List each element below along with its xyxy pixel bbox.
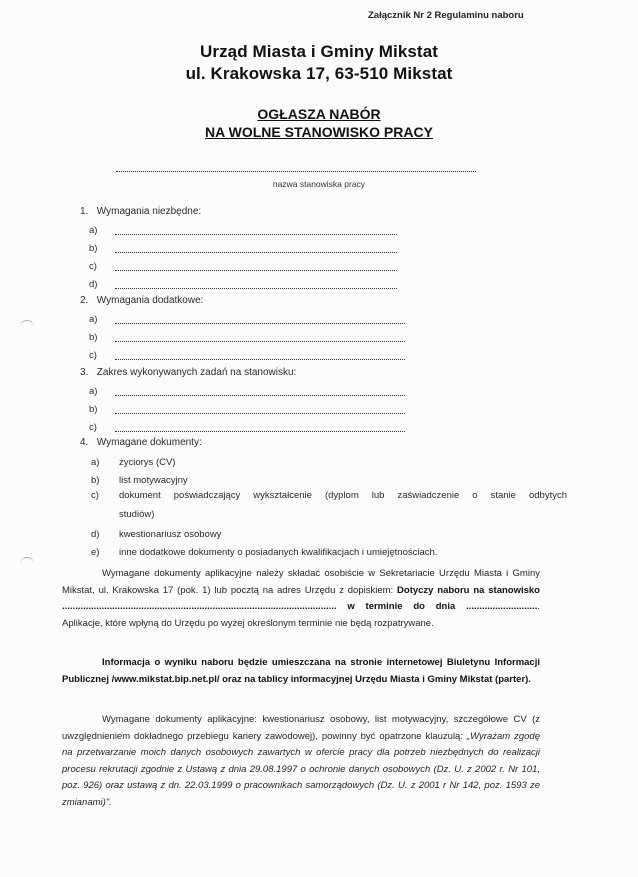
section-3-title: 3. Zakres wykonywanych zadań na stanowisku: [80,367,297,378]
section-1-title: 1. Wymagania niezbędne: [80,206,202,217]
list-item: c) [89,422,97,433]
position-caption: nazwa stanowiska pracy [272,179,366,189]
office-address: ul. Krakowska 17, 63-510 Mikstat [185,64,453,83]
punch-hole-mark [20,320,34,328]
annex-label: Załącznik Nr 2 Regulaminu naboru [368,10,524,21]
list-item: c) [89,350,97,361]
list-item: b) [89,243,97,254]
list-item: d) [89,279,97,290]
results-info-paragraph: Informacja o wyniku naboru będzie umieszczana na stronie internetowej Biuletynu Informacji Publicznej /www.mikstat.bip.net.pl/ oraz na tablicy informacyjnej Urzędu Miasta i Gminy Mikstat (parter). [62,657,540,685]
office-name: Urząd Miasta i Gminy Mikstat [199,42,439,61]
list-item: c) [89,261,97,272]
list-item: b) [89,404,97,415]
section-2-title: 2. Wymagania dodatkowe: [80,295,204,306]
announcement-subtitle: NA WOLNE STANOWISKO PRACY [205,124,433,140]
list-item: a) [89,386,97,397]
list-item: b) [89,332,97,343]
section-4-title: 4. Wymagane dokumenty: [80,437,202,448]
punch-hole-mark [20,557,34,565]
list-item: a) [89,314,97,325]
position-name-line [116,171,476,172]
consent-clause-paragraph: Wymagane dokumenty aplikacyjne: kwestionariusz osobowy, list motywacyjny, szczegółowe CV (z uwzględnieniem dokładnego przebiegu kariery zawodowej), powinny być opatrzone klauzulą: „Wyrażam zgodę na przetwarzanie moich danych osobowych zawartych w ofercie pracy dla potrzeb niezbędnych do realizacji procesu rekrutacji zgodnie z Ustawą z dnia 29.08.1997 o ochronie danych osobowych (Dz. U. z 2002 r. Nr 101, poz. 926) oraz ustawą z dn. 22.03.1999 o pracownikach samorządowych (Dz. U. z 2001 r Nr 142, poz. 1593 ze zmianami)". [62,714,540,808]
list-item: a) [89,225,97,236]
announcement-title: OGŁASZA NABÓR [257,106,381,122]
document-page: Załącznik Nr 2 Regulaminu naboru Urząd Miasta i Gminy Mikstat ul. Krakowska 17, 63-510 Mikstat OGŁASZA NABÓR NA WOLNE STANOWISKO PRACY nazwa stanowiska pracy 1. Wymagania niezbędne: a) b) c) d) 2. Wymagania dodatkowe: a) b) c) 3. Zakres wykonywanych zadań na stanowisku: a) b) c) 4. Wymagane dokumenty: a) życiorys (CV) b) list motywacyjny c) dokument poświadczający wykształcenie (dyplom lub zaświadczenie o stanie odbytych studiów) d) kwestionariusz osobowy e) inne dodatkowe dokumenty o posiadanych kwalifikacjach i umiejętnościach. Wymagane dokumenty aplikacyjne należy składać osobiście w Sekretariacie Urzędu Miasta i Gminy Mikstat, ul. Krakowska 17 (pok. 1) lub pocztą na adres Urzędu z dopiskiem: Dotyczy naboru na stanowisko ........................................................................................................ w terminie do dnia ............................ Aplikacje, które wpłyną do Urzędu po wyżej określonym terminie nie będą rozpatrywane. Informacja o wyniku naboru będzie umieszczana na stronie internetowej Biuletynu Informacji Publicznej /www.mikstat.bip.net.pl/ oraz na tablicy informacyjnej Urzędu Miasta i Gminy Mikstat (parter). Wymagane dokumenty aplikacyjne: kwestionariusz osobowy, list motywacyjny, szczegółowe CV (z uwzględnieniem dokładnego przebiegu kariery zawodowej), powinny być opatrzone klauzulą: „Wyrażam zgodę na przetwarzanie moich danych osobowych zawartych w ofercie pracy dla potrzeb niezbędnych do realizacji procesu rekrutacji zgodnie z Ustawą z dnia 29.08.1997 o ochronie danych osobowych (Dz. U. z 2002 r. Nr 101, poz. 926) oraz ustawą z dn. 22.03.1999 o pracownikach samorządowych (Dz. U. z 2001 r Nr 142, poz. 1593 ze zmianami)". [0,0,638,877]
submission-paragraph: Wymagane dokumenty aplikacyjne należy składać osobiście w Sekretariacie Urzędu Miasta i Gminy Mikstat, ul. Krakowska 17 (pok. 1) lub pocztą na adres Urzędu z dopiskiem: Dotyczy naboru na stanowisko ........................................................................................................ w terminie do dnia ............................ Aplikacje, które wpłyną do Urzędu po wyżej określonym terminie nie będą rozpatrywane. [62,568,541,629]
